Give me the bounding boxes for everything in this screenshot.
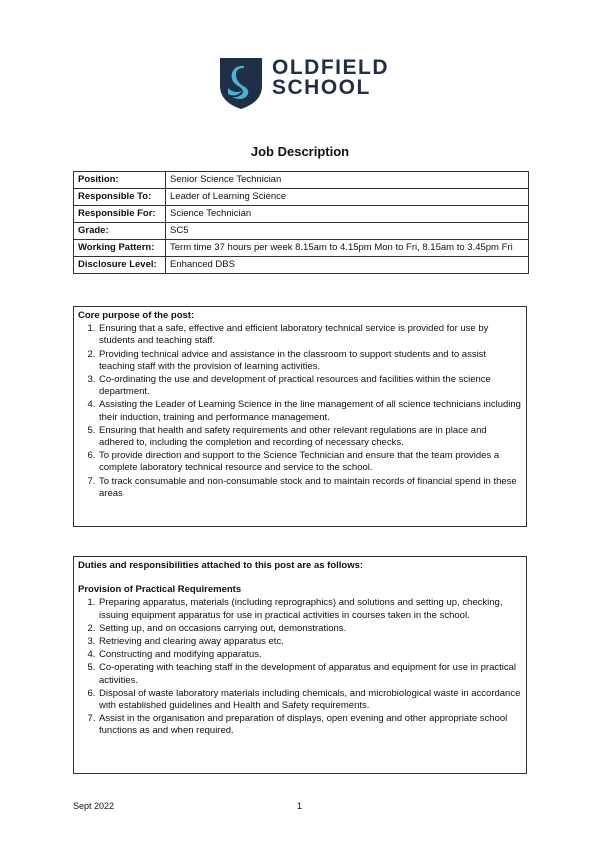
info-label: Disclosure Level: bbox=[74, 257, 166, 274]
job-info-table bbox=[73, 171, 529, 274]
info-value: Enhanced DBS bbox=[166, 257, 529, 274]
table-row bbox=[74, 223, 529, 240]
duties-section bbox=[73, 556, 527, 774]
list-item: 1. Ensuring that a safe, effective and efficient laboratory technical service is provided for use by students and teaching staff. bbox=[98, 323, 522, 347]
duties-list bbox=[78, 597, 522, 737]
info-label: Grade: bbox=[74, 223, 166, 240]
list-item: 6. To provide direction and support to the Science Technician and ensure that the team provides a complete laboratory technical resource and service to the school. bbox=[98, 450, 522, 474]
info-label: Working Pattern: bbox=[74, 240, 166, 257]
duties-heading: Duties and responsibilities attached to this post are as follows: bbox=[78, 560, 364, 571]
info-value: Term time 37 hours per week 8.15am to 4.15pm Mon to Fri, 8.15am to 3.45pm Fri bbox=[166, 240, 529, 257]
logo-wordmark bbox=[272, 58, 389, 98]
list-item: 5. Ensuring that health and safety requirements and other relevant regulations are in place and adhered to, including the completion and recording of necessary checks. bbox=[98, 425, 522, 449]
list-item: 3. Retrieving and clearing away apparatus etc. bbox=[98, 636, 522, 648]
school-logo bbox=[218, 56, 393, 112]
table-row bbox=[74, 189, 529, 206]
core-purpose-heading: Core purpose of the post: bbox=[78, 310, 195, 321]
page-number: 1 bbox=[297, 801, 303, 811]
core-purpose-list bbox=[78, 323, 522, 500]
list-item: 4. Constructing and modifying apparatus. bbox=[98, 649, 522, 661]
list-item: 2. Setting up, and on occasions carrying out, demonstrations. bbox=[98, 623, 522, 635]
list-item: 3. Co-ordinating the use and development of practical resources and facilities within the science department. bbox=[98, 374, 522, 398]
info-label: Responsible To: bbox=[74, 189, 166, 206]
info-label: Responsible For: bbox=[74, 206, 166, 223]
list-item: 4. Assisting the Leader of Learning Science in the line management of all science technicians including their induction, training and performance management. bbox=[98, 399, 522, 423]
table-row bbox=[74, 240, 529, 257]
info-value: SC5 bbox=[166, 223, 529, 240]
table-row bbox=[74, 172, 529, 189]
list-item: 7. To track consumable and non-consumable stock and to maintain records of financial spend in these areas bbox=[98, 476, 522, 500]
core-purpose-section bbox=[73, 306, 527, 527]
list-item: 5. Co-operating with teaching staff in the development of apparatus and equipment for use in practical activities. bbox=[98, 662, 522, 686]
info-value: Science Technician bbox=[166, 206, 529, 223]
info-label: Position: bbox=[74, 172, 166, 189]
swan-shield-icon bbox=[218, 56, 264, 110]
table-row bbox=[74, 257, 529, 274]
page-title: Job Description bbox=[250, 144, 350, 159]
list-item: 2. Providing technical advice and assistance in the classroom to support students and to assist teaching staff with the provision of learning activities. bbox=[98, 349, 522, 373]
list-item: 7. Assist in the organisation and preparation of displays, open evening and other appropriate school functions as and when required. bbox=[98, 713, 522, 737]
info-value: Senior Science Technician bbox=[166, 172, 529, 189]
duties-subheading: Provision of Practical Requirements bbox=[78, 584, 242, 596]
footer-date: Sept 2022 bbox=[73, 801, 115, 811]
logo-line-2: SCHOOL bbox=[272, 76, 371, 99]
info-value: Leader of Learning Science bbox=[166, 189, 529, 206]
table-row bbox=[74, 206, 529, 223]
logo-line-1: OLDFIELD bbox=[272, 56, 389, 79]
list-item: 1. Preparing apparatus, materials (including reprographics) and solutions and setting up, checking, issuing equipment apparatus for use in practical activities in courses taken in the school. bbox=[98, 597, 522, 621]
list-item: 6. Disposal of waste laboratory materials including chemicals, and microbiological waste in accordance with established guidelines and Health and Safety requirements. bbox=[98, 688, 522, 712]
